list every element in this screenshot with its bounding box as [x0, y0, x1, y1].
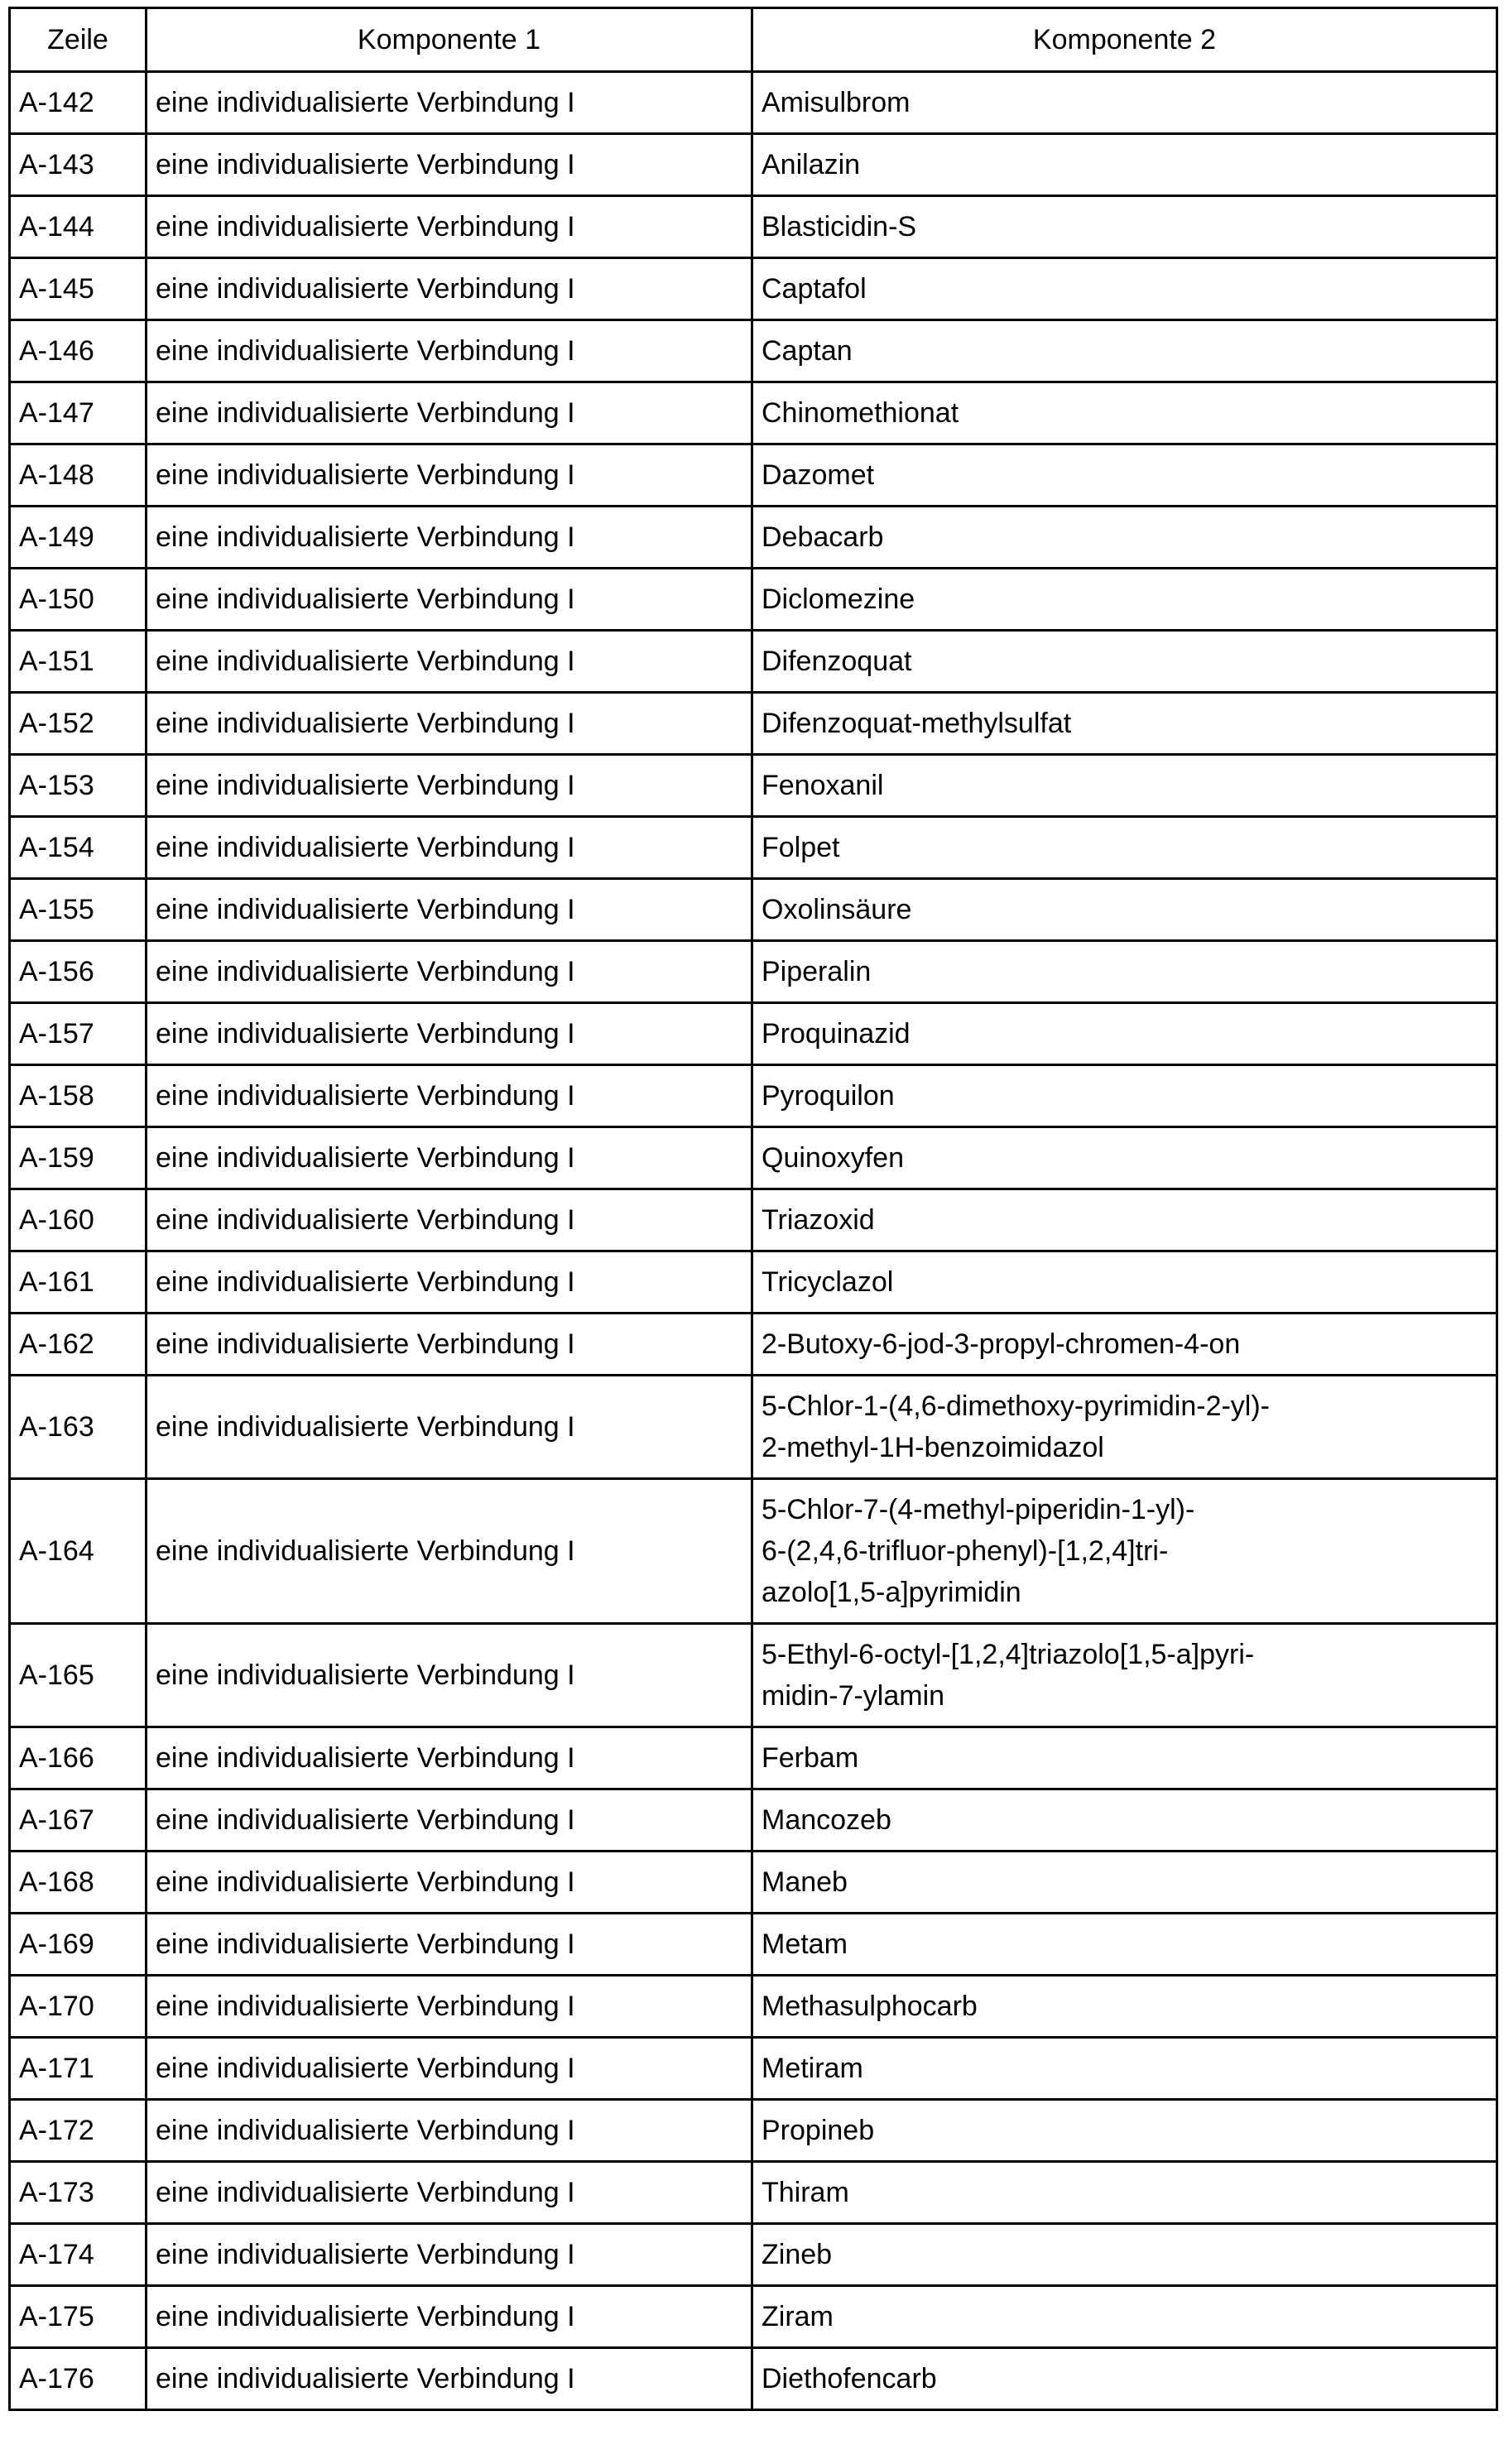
cell-komponente1: eine individualisierte Verbindung I: [147, 2286, 752, 2348]
cell-zeile: A-165: [10, 1624, 147, 1727]
cell-komponente2: Proquinazid: [752, 1003, 1497, 1065]
table-row: [10, 1065, 1497, 1127]
table-row: [10, 1914, 1497, 1976]
cell-zeile: A-164: [10, 1479, 147, 1624]
cell-komponente2: Folpet: [752, 817, 1497, 879]
cell-komponente2: Fenoxanil: [752, 755, 1497, 817]
table-row: [10, 2224, 1497, 2286]
cell-komponente1: eine individualisierte Verbindung I: [147, 507, 752, 569]
cell-komponente2: 5-Chlor-7-(4-methyl-piperidin-1-yl)- 6-(2,4,6-trifluor-phenyl)-[1,2,4]tri- azolo[1,5-a]pyrimidin: [752, 1479, 1497, 1624]
cell-komponente2: 2-Butoxy-6-jod-3-propyl-chromen-4-on: [752, 1314, 1497, 1376]
cell-komponente2: Quinoxyfen: [752, 1127, 1497, 1189]
cell-komponente1: eine individualisierte Verbindung I: [147, 817, 752, 879]
cell-zeile: A-173: [10, 2162, 147, 2224]
compound-table: [8, 7, 1498, 2411]
cell-komponente2: Blasticidin-S: [752, 196, 1497, 258]
header-row: [10, 8, 1497, 72]
table-row: [10, 2038, 1497, 2100]
cell-komponente1: eine individualisierte Verbindung I: [147, 196, 752, 258]
cell-komponente1: eine individualisierte Verbindung I: [147, 1251, 752, 1314]
cell-komponente2: Pyroquilon: [752, 1065, 1497, 1127]
cell-komponente1: eine individualisierte Verbindung I: [147, 134, 752, 196]
cell-komponente1: eine individualisierte Verbindung I: [147, 2224, 752, 2286]
cell-komponente2: Metam: [752, 1914, 1497, 1976]
cell-komponente1: eine individualisierte Verbindung I: [147, 1852, 752, 1914]
cell-zeile: A-143: [10, 134, 147, 196]
table-row: [10, 1727, 1497, 1789]
cell-komponente1: eine individualisierte Verbindung I: [147, 2162, 752, 2224]
cell-komponente2: Methasulphocarb: [752, 1976, 1497, 2038]
cell-zeile: A-147: [10, 382, 147, 444]
table-row: [10, 1479, 1497, 1624]
cell-komponente2: Mancozeb: [752, 1789, 1497, 1852]
cell-zeile: A-176: [10, 2348, 147, 2410]
table-body: [10, 72, 1497, 2410]
cell-komponente2: Dazomet: [752, 444, 1497, 507]
cell-komponente2: Amisulbrom: [752, 72, 1497, 134]
cell-komponente1: eine individualisierte Verbindung I: [147, 1376, 752, 1479]
cell-zeile: A-148: [10, 444, 147, 507]
table-row: [10, 1789, 1497, 1852]
header-komponente1: Komponente 1: [147, 8, 752, 72]
cell-komponente1: eine individualisierte Verbindung I: [147, 2100, 752, 2162]
table-row: [10, 1624, 1497, 1727]
cell-komponente2: Zineb: [752, 2224, 1497, 2286]
cell-zeile: A-168: [10, 1852, 147, 1914]
cell-komponente1: eine individualisierte Verbindung I: [147, 382, 752, 444]
cell-komponente1: eine individualisierte Verbindung I: [147, 72, 752, 134]
table-row: [10, 196, 1497, 258]
table-row: [10, 2100, 1497, 2162]
cell-zeile: A-167: [10, 1789, 147, 1852]
cell-komponente1: eine individualisierte Verbindung I: [147, 755, 752, 817]
cell-zeile: A-162: [10, 1314, 147, 1376]
table-row: [10, 2348, 1497, 2410]
cell-komponente1: eine individualisierte Verbindung I: [147, 258, 752, 320]
header-komponente2: Komponente 2: [752, 8, 1497, 72]
cell-komponente2: Maneb: [752, 1852, 1497, 1914]
cell-komponente2: Ziram: [752, 2286, 1497, 2348]
cell-zeile: A-163: [10, 1376, 147, 1479]
cell-zeile: A-151: [10, 631, 147, 693]
cell-komponente1: eine individualisierte Verbindung I: [147, 1003, 752, 1065]
table-row: [10, 755, 1497, 817]
table-row: [10, 1976, 1497, 2038]
cell-komponente1: eine individualisierte Verbindung I: [147, 1065, 752, 1127]
cell-komponente2: Triazoxid: [752, 1189, 1497, 1251]
table-row: [10, 1314, 1497, 1376]
cell-komponente1: eine individualisierte Verbindung I: [147, 879, 752, 941]
table-row: [10, 631, 1497, 693]
cell-komponente1: eine individualisierte Verbindung I: [147, 1314, 752, 1376]
table-row: [10, 258, 1497, 320]
table-row: [10, 72, 1497, 134]
table-row: [10, 1376, 1497, 1479]
cell-zeile: A-175: [10, 2286, 147, 2348]
cell-zeile: A-146: [10, 320, 147, 382]
cell-komponente2: Captan: [752, 320, 1497, 382]
cell-zeile: A-142: [10, 72, 147, 134]
cell-zeile: A-155: [10, 879, 147, 941]
table-row: [10, 569, 1497, 631]
table-row: [10, 382, 1497, 444]
cell-zeile: A-158: [10, 1065, 147, 1127]
cell-zeile: A-156: [10, 941, 147, 1003]
cell-komponente1: eine individualisierte Verbindung I: [147, 2038, 752, 2100]
table-row: [10, 2286, 1497, 2348]
cell-zeile: A-153: [10, 755, 147, 817]
cell-komponente1: eine individualisierte Verbindung I: [147, 444, 752, 507]
cell-komponente1: eine individualisierte Verbindung I: [147, 2348, 752, 2410]
cell-zeile: A-145: [10, 258, 147, 320]
table-row: [10, 1852, 1497, 1914]
table-row: [10, 444, 1497, 507]
cell-zeile: A-144: [10, 196, 147, 258]
cell-zeile: A-170: [10, 1976, 147, 2038]
cell-zeile: A-157: [10, 1003, 147, 1065]
cell-zeile: A-166: [10, 1727, 147, 1789]
cell-komponente1: eine individualisierte Verbindung I: [147, 1479, 752, 1624]
cell-komponente1: eine individualisierte Verbindung I: [147, 1624, 752, 1727]
cell-zeile: A-171: [10, 2038, 147, 2100]
cell-komponente2: Propineb: [752, 2100, 1497, 2162]
cell-zeile: A-160: [10, 1189, 147, 1251]
cell-komponente2: Piperalin: [752, 941, 1497, 1003]
cell-komponente1: eine individualisierte Verbindung I: [147, 1189, 752, 1251]
cell-komponente2: Difenzoquat-methylsulfat: [752, 693, 1497, 755]
table-row: [10, 320, 1497, 382]
table-row: [10, 1251, 1497, 1314]
cell-komponente2: Debacarb: [752, 507, 1497, 569]
cell-zeile: A-154: [10, 817, 147, 879]
table-row: [10, 1189, 1497, 1251]
table-row: [10, 879, 1497, 941]
cell-komponente2: Diethofencarb: [752, 2348, 1497, 2410]
table-row: [10, 1127, 1497, 1189]
cell-komponente2: Ferbam: [752, 1727, 1497, 1789]
cell-komponente2: 5-Ethyl-6-octyl-[1,2,4]triazolo[1,5-a]pyri- midin-7-ylamin: [752, 1624, 1497, 1727]
cell-zeile: A-174: [10, 2224, 147, 2286]
cell-komponente2: Anilazin: [752, 134, 1497, 196]
header-zeile: Zeile: [10, 8, 147, 72]
table-row: [10, 817, 1497, 879]
cell-komponente2: Metiram: [752, 2038, 1497, 2100]
cell-zeile: A-169: [10, 1914, 147, 1976]
cell-zeile: A-152: [10, 693, 147, 755]
table-row: [10, 1003, 1497, 1065]
cell-komponente1: eine individualisierte Verbindung I: [147, 1727, 752, 1789]
cell-komponente1: eine individualisierte Verbindung I: [147, 631, 752, 693]
table-row: [10, 2162, 1497, 2224]
cell-zeile: A-159: [10, 1127, 147, 1189]
cell-komponente2: Difenzoquat: [752, 631, 1497, 693]
cell-komponente1: eine individualisierte Verbindung I: [147, 941, 752, 1003]
cell-zeile: A-161: [10, 1251, 147, 1314]
cell-komponente2: Thiram: [752, 2162, 1497, 2224]
cell-komponente2: Captafol: [752, 258, 1497, 320]
cell-komponente1: eine individualisierte Verbindung I: [147, 693, 752, 755]
cell-komponente2: Oxolinsäure: [752, 879, 1497, 941]
cell-komponente1: eine individualisierte Verbindung I: [147, 1789, 752, 1852]
cell-komponente1: eine individualisierte Verbindung I: [147, 1914, 752, 1976]
cell-zeile: A-149: [10, 507, 147, 569]
table-row: [10, 134, 1497, 196]
cell-komponente2: 5-Chlor-1-(4,6-dimethoxy-pyrimidin-2-yl)- 2-methyl-1H-benzoimidazol: [752, 1376, 1497, 1479]
cell-komponente2: Diclomezine: [752, 569, 1497, 631]
cell-komponente1: eine individualisierte Verbindung I: [147, 1976, 752, 2038]
cell-komponente1: eine individualisierte Verbindung I: [147, 569, 752, 631]
table-row: [10, 507, 1497, 569]
table-row: [10, 693, 1497, 755]
cell-komponente1: eine individualisierte Verbindung I: [147, 320, 752, 382]
cell-zeile: A-150: [10, 569, 147, 631]
table-row: [10, 941, 1497, 1003]
cell-komponente2: Chinomethionat: [752, 382, 1497, 444]
cell-komponente1: eine individualisierte Verbindung I: [147, 1127, 752, 1189]
cell-zeile: A-172: [10, 2100, 147, 2162]
cell-komponente2: Tricyclazol: [752, 1251, 1497, 1314]
